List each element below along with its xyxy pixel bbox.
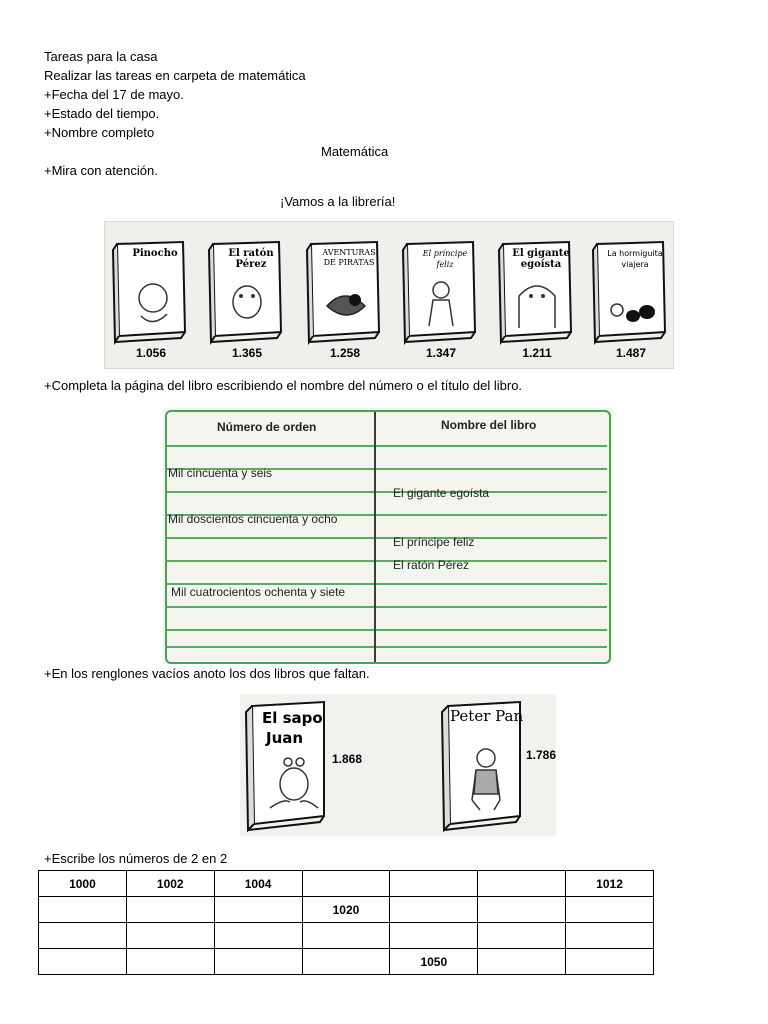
grid-cell (214, 949, 302, 975)
book-number: 1.786 (526, 748, 557, 762)
grid-cell: 1020 (302, 897, 390, 923)
table-rule (167, 646, 607, 648)
grid-cell (478, 949, 566, 975)
book-card (399, 236, 483, 346)
task-count-instruction: +Escribe los números de 2 en 2 (44, 851, 228, 866)
date-item: +Fecha del 17 de mayo. (44, 87, 184, 102)
grid-cell: 1000 (39, 871, 127, 897)
weather-item: +Estado del tiempo. (44, 106, 160, 121)
book-title: El príncipe feliz (422, 249, 468, 269)
book-number: 1.211 (522, 346, 552, 360)
grid-cell (390, 897, 478, 923)
table-rule (167, 491, 607, 493)
grid-row (39, 871, 654, 897)
grid-cell: 1012 (566, 871, 654, 897)
books-illustration (104, 221, 674, 369)
bookstore-subtitle: ¡Vamos a la librería! (280, 194, 396, 209)
book-title-line: El sapo (262, 709, 323, 727)
grid-cell (478, 923, 566, 949)
grid-cell (566, 897, 654, 923)
book-title: Pinocho (132, 248, 178, 259)
grid-row (39, 949, 654, 975)
book-card (495, 236, 579, 346)
header-book-name: Nombre del libro (441, 418, 537, 432)
table-divider (374, 412, 376, 662)
grid-cell (214, 923, 302, 949)
book-number: 1.056 (135, 346, 167, 360)
book-title-line: Juan (266, 729, 304, 747)
task-missing-instruction: +En los renglones vacíos anoto los dos libros que faltan. (44, 666, 370, 681)
grid-cell (214, 897, 302, 923)
order-cell: Mil doscientos cincuenta y ocho (168, 512, 338, 526)
order-table (163, 408, 613, 664)
book-card (205, 236, 289, 346)
fullname-item: +Nombre completo (44, 125, 155, 140)
grid-cell (302, 949, 390, 975)
book-title: El ratón Pérez (228, 248, 274, 270)
look-instruction: +Mira con atención. (44, 163, 158, 178)
book-card (240, 698, 330, 832)
homework-title: Tareas para la casa (44, 49, 158, 64)
task-complete-instruction: +Completa la página del libro escribiendo el nombre del número o el título del libro. (44, 378, 523, 393)
book-title: El gigante egoísta (512, 248, 570, 270)
grid-cell (126, 949, 214, 975)
grid-cell (302, 923, 390, 949)
order-cell: Mil cincuenta y seis (168, 466, 273, 480)
book-name-cell: El ratón Pérez (393, 558, 470, 572)
grid-cell (302, 871, 390, 897)
book-card (436, 698, 526, 832)
table-rule (167, 606, 607, 608)
grid-row (39, 923, 654, 949)
book-number: 1.347 (425, 346, 457, 360)
subject-heading: Matemática (321, 144, 389, 159)
book-number: 1.487 (615, 346, 647, 360)
grid-cell (39, 897, 127, 923)
book-title: AVENTURAS DE PIRATAS (322, 248, 376, 267)
grid-cell: 1050 (390, 949, 478, 975)
order-cell: Mil cuatrocientos ochenta y siete (171, 585, 346, 599)
book-card (589, 236, 673, 346)
grid-cell (126, 923, 214, 949)
book-card (109, 236, 193, 346)
homework-instruction: Realizar las tareas en carpeta de matemática (44, 68, 306, 83)
table-rule (167, 629, 607, 631)
grid-cell (390, 871, 478, 897)
grid-cell: 1004 (214, 871, 302, 897)
book-number: 1.258 (329, 346, 361, 360)
grid-cell (390, 923, 478, 949)
grid-cell (478, 871, 566, 897)
grid-row (39, 897, 654, 923)
grid-cell (39, 923, 127, 949)
book-name-cell: El príncipe feliz (393, 535, 475, 549)
book-title-line: Peter Pan (450, 707, 524, 725)
table-rule (167, 445, 607, 447)
table-rule (167, 560, 607, 562)
grid-cell (566, 923, 654, 949)
number-grid (38, 870, 654, 975)
header-order-number: Número de orden (217, 420, 317, 434)
book-number: 1.868 (332, 752, 363, 766)
grid-cell: 1002 (126, 871, 214, 897)
book-name-cell: El gigante egoísta (393, 486, 490, 500)
table-rule (167, 537, 607, 539)
book-title: La hormiguita viajera (607, 249, 663, 269)
grid-cell (566, 949, 654, 975)
grid-cell (126, 897, 214, 923)
missing-books-illustration (240, 694, 556, 836)
book-number: 1.365 (231, 346, 263, 360)
grid-cell (478, 897, 566, 923)
book-card (303, 236, 387, 346)
grid-cell (39, 949, 127, 975)
